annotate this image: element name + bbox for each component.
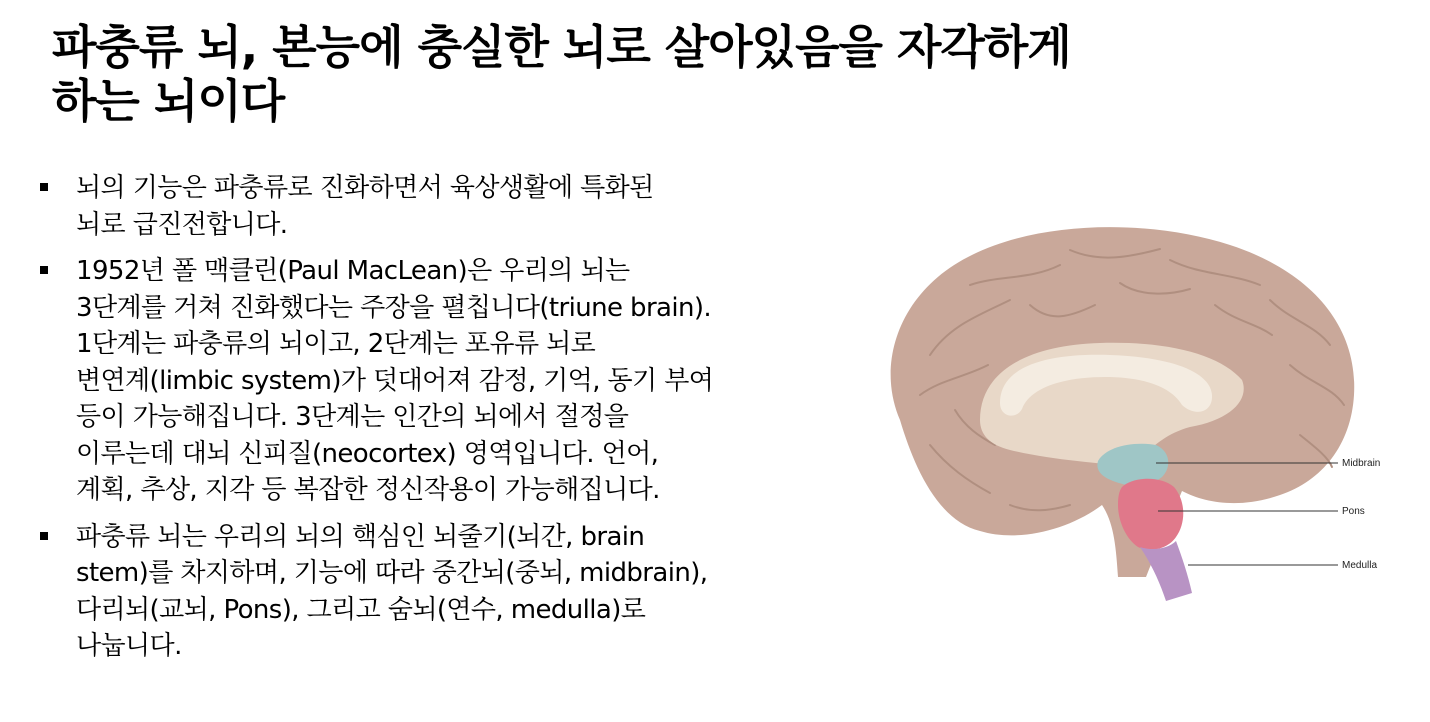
bullet-line: stem)를 차지하며, 기능에 따라 중간뇌(중뇌, midbrain), <box>76 558 708 588</box>
bullet-square-icon <box>40 183 48 191</box>
label-midbrain: Midbrain <box>1342 458 1381 469</box>
bullet-line: 계획, 추상, 지각 등 복잡한 정신작용이 가능해집니다. <box>76 475 660 505</box>
bullet-line: 다리뇌(교뇌, Pons), 그리고 숨뇌(연수, medulla)로 <box>76 594 646 625</box>
label-medulla: Medulla <box>1342 560 1378 571</box>
bullet-line: 뇌로 급진전합니다. <box>76 209 288 240</box>
bullet-line: 이루는데 대뇌 신피질(neocortex) 영역입니다. 언어, <box>76 438 659 469</box>
bullet-list <box>40 170 870 675</box>
slide-title <box>52 20 1252 128</box>
bullet-square-icon <box>40 532 48 540</box>
brain-illustration <box>870 205 1390 605</box>
bullet-item-triune-brain <box>40 253 870 509</box>
bullet-line: 뇌의 기능은 파충류로 진화하면서 육상생활에 특화된 <box>76 173 654 203</box>
bullet-line: 파충류 뇌는 우리의 뇌의 핵심인 뇌줄기(뇌간, brain <box>76 521 645 552</box>
bullet-square-icon <box>40 266 48 274</box>
brain-sagittal-svg <box>870 205 1390 605</box>
title-line-1: 파충류 뇌, 본능에 충실한 뇌로 살아있음을 자각하게 <box>52 20 1071 74</box>
bullet-line: 등이 가능해집니다. 3단계는 인간의 뇌에서 절정을 <box>76 402 629 432</box>
bullet-line: 나눕니다. <box>76 631 182 661</box>
bullet-line: 변연계(limbic system)가 덧대어져 감정, 기억, 동기 부여 <box>76 365 714 396</box>
bullet-line: 1952년 폴 맥클린(Paul MacLean)은 우리의 뇌는 <box>76 256 630 286</box>
title-line-2: 하는 뇌이다 <box>52 74 285 128</box>
bullet-line: 3단계를 거쳐 진화했다는 주장을 펼칩니다(triune brain). <box>76 292 712 323</box>
label-pons: Pons <box>1342 506 1365 517</box>
bullet-line: 1단계는 파충류의 뇌이고, 2단계는 포유류 뇌로 <box>76 329 596 359</box>
bullet-item-evolution <box>40 170 870 243</box>
bullet-item-brain-stem <box>40 519 870 665</box>
